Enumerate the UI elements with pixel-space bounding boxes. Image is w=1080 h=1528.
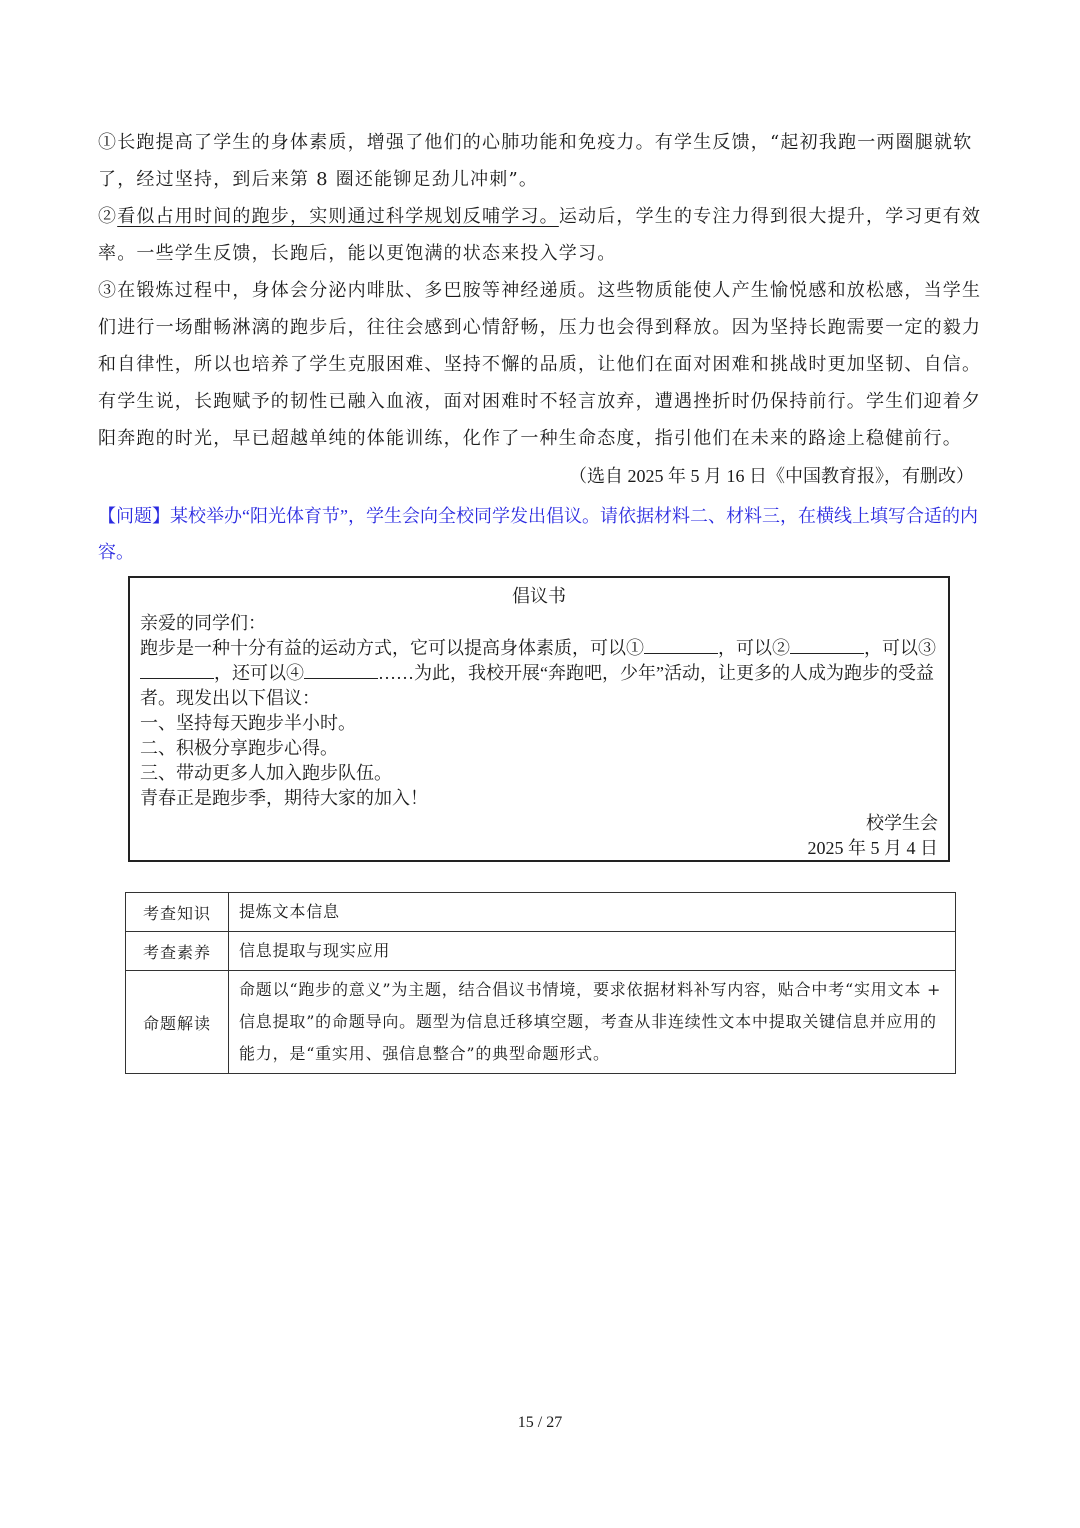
analysis-table — [125, 892, 956, 1074]
question-text: 某校举办“阳光体育节”，学生会向全校同学发出倡议。请依据材料二、材料三，在横线上填写合适的内容。 — [98, 506, 978, 562]
paragraph-number: ② — [98, 206, 118, 227]
table-value: 信息提取与现实应用 — [229, 932, 956, 971]
fill-blank-3[interactable] — [140, 663, 214, 679]
table-row — [126, 893, 956, 932]
proposal-signer: 校学生会 — [866, 813, 938, 833]
body-text: ，可以② — [718, 638, 790, 658]
proposal-title: 倡议书 — [512, 586, 566, 606]
table-row — [126, 971, 956, 1074]
fill-blank-4[interactable] — [304, 663, 378, 679]
proposal-closing: 青春正是跑步季，期待大家的加入！ — [140, 788, 428, 808]
fill-blank-2[interactable] — [790, 638, 864, 654]
body-text: ，还可以④ — [214, 663, 304, 683]
proposal-date: 2025 年 5 月 4 日 — [807, 838, 938, 858]
material-paragraph-3: ③在锻炼过程中，身体会分泌内啡肽、多巴胺等神经递质。这些物质能使人产生愉悦感和放松感，当学生们进行一场酣畅淋漓的跑步后，往往会感到心情舒畅，压力也会得到释放。因为坚持长跑需要一定的毅力和自律性，所以也培养了学生克服困难、坚持不懈的品质，让他们在面对困难和挑战时更加坚韧、自信。有学生说，长跑赋予的韧性已融入血液，面对困难时不轻言放弃，遭遇挫折时仍保持前行。学生们迎着夕阳奔跑的时光，早已超越单纯的体能训练，化作了一种生命态度，指引他们在未来的路途上稳健前行。 — [98, 280, 982, 449]
body-text: ，可以③ — [864, 638, 936, 658]
table-row — [126, 932, 956, 971]
question-tag: 【问题】 — [98, 506, 170, 526]
page-number: 15 / 27 — [517, 1414, 563, 1431]
proposal-letter-box — [128, 576, 950, 862]
fill-blank-1[interactable] — [644, 638, 718, 654]
table-value: 提炼文本信息 — [229, 893, 956, 932]
proposal-item: 三、带动更多人加入跑步队伍。 — [140, 763, 392, 783]
question-prompt — [98, 498, 982, 570]
paragraph-text: 运动后，学生的专注力得到很大提升，学习更有效率。一些学生反馈，长跑后，能以更饱满的状态来投入学习。 — [98, 206, 982, 264]
proposal-greeting: 亲爱的同学们： — [140, 613, 266, 633]
source-citation: （选自 2025 年 5 月 16 日《中国教育报》，有删改） — [569, 466, 974, 486]
body-text: ……为此，我校开展“奔跑吧，少年”活动，让更多的人成为跑步的受益者。现发出以下倡议： — [140, 663, 934, 708]
table-value: 命题以“跑步的意义”为主题，结合倡议书情境，要求依据材料补写内容，贴合中考“实用文本 + 信息提取”的命题导向。题型为信息迁移填空题，考查从非连续性文本中提取关键信息并应用的能力，是“重实用、强信息整合”的典型命题形式。 — [229, 971, 956, 1074]
material-paragraph-2 — [98, 198, 982, 272]
proposal-item: 一、坚持每天跑步半小时。 — [140, 713, 356, 733]
table-key: 考查知识 — [126, 893, 229, 932]
table-key: 考查素养 — [126, 932, 229, 971]
underlined-sentence: 看似占用时间的跑步，实则通过科学规划反哺学习。 — [117, 206, 559, 227]
material-paragraph-1: ①长跑提高了学生的身体素质，增强了他们的心肺功能和免疫力。有学生反馈，“起初我跑一两圈腿就软了，经过坚持，到后来第 8 圈还能铆足劲儿冲刺”。 — [98, 132, 973, 190]
table-key: 命题解读 — [126, 971, 229, 1074]
proposal-item: 二、积极分享跑步心得。 — [140, 738, 338, 758]
body-text: 跑步是一种十分有益的运动方式，它可以提高身体素质，可以① — [140, 638, 644, 658]
proposal-body — [140, 636, 938, 711]
